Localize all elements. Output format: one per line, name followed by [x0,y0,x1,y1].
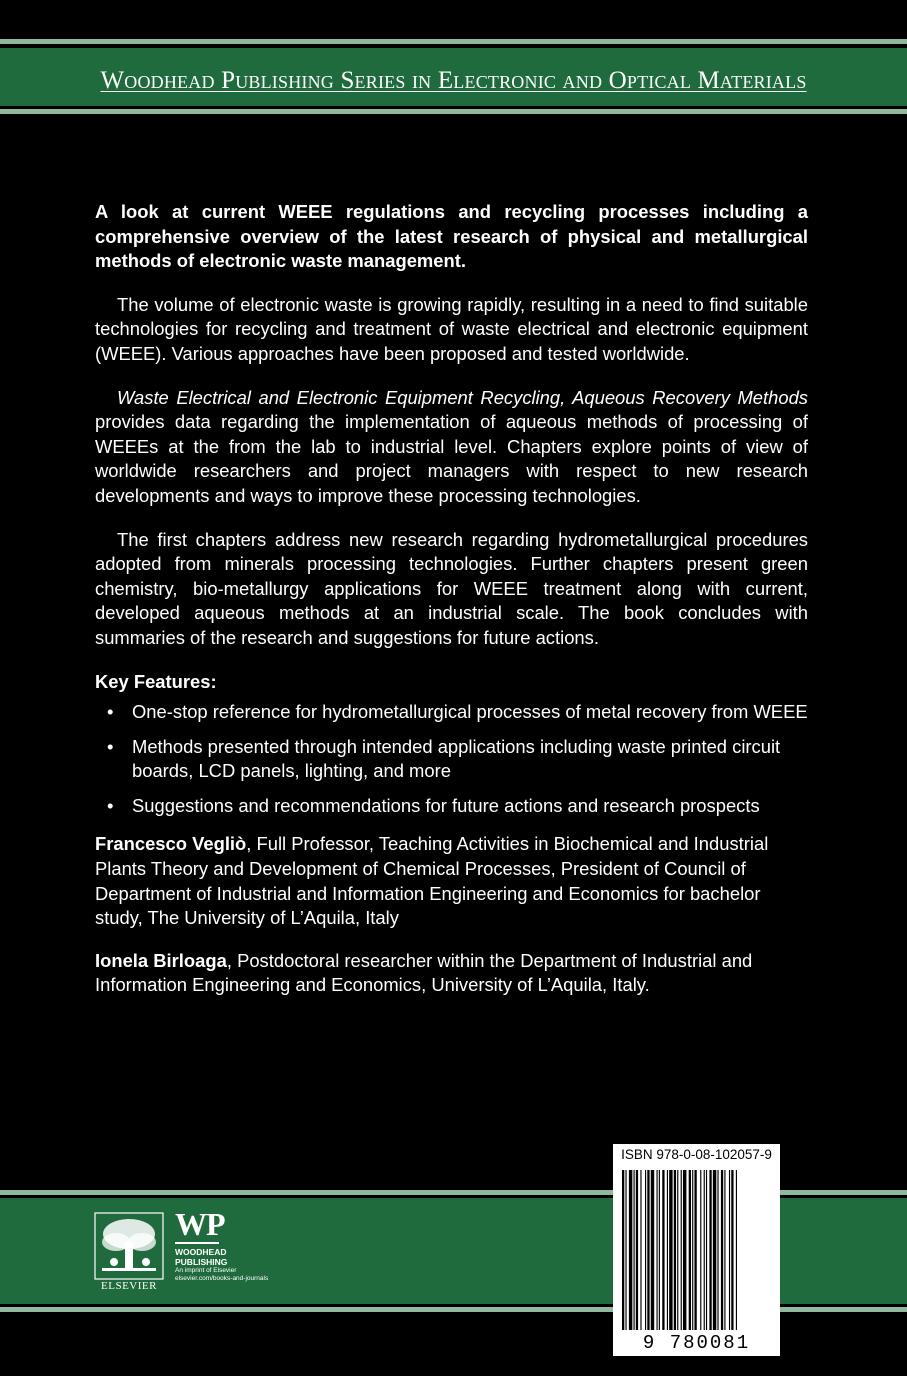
barcode-bar [689,1170,691,1330]
author-details: , Full Professor, Teaching Activities in Biochemical and Industrial Plants Theory and Development of Chemical Processes, President of Council of Department of Industrial and Information Engineering and Economics for bachelor study, The University of L’Aquila, Italy [95,833,769,929]
book-title: Waste Electrical and Electronic Equipment Recycling, Aqueous Recovery Methods [117,386,808,408]
barcode-bar [667,1170,668,1330]
barcode-bar [657,1170,658,1330]
barcode-bar [721,1170,723,1330]
barcode-bar [651,1170,654,1330]
list-item: • Methods presented through intended applications including waste printed circuit boards, LCD panels, lighting, and more [107,735,808,784]
barcode-icon [621,1170,772,1330]
barcode-bar [706,1170,707,1330]
intro-paragraph: A look at current WEEE regulations and recycling processes including a comprehensive overview of the latest research of physical and metallurgical methods of electronic waste management. [95,201,808,272]
top-light-stripe-2 [0,109,907,114]
wp-url: elsevier.com/books-and-journals [175,1275,269,1282]
top-light-stripe [0,39,907,44]
barcode-bar [694,1170,696,1330]
paragraph-2-text: provides data regarding the implementation of aqueous methods of processing of WEEEs at the from the lab to industrial level. Chapters explore points of view of worldwide researchers and project managers with respect to new research developments and ways to improve these processing technologies. [95,411,808,506]
barcode-bar [736,1170,737,1330]
list-item: • Suggestions and recommendations for future actions and research prospects [107,794,808,819]
barcode-bar [634,1170,635,1330]
barcode-bar [692,1170,693,1330]
elsevier-label: ELSEVIER [101,1280,157,1292]
series-title: Woodhead Publishing Series in Electronic and Optical Materials [100,67,807,94]
barcode-bar [713,1170,716,1330]
barcode-box [613,1144,780,1376]
barcode-bar [717,1170,718,1330]
list-item: • One-stop reference for hydrometallurgical processes of metal recovery from WEEE [107,700,808,725]
isbn-label: ISBN 978-0-08-102057-9 [621,1147,772,1162]
author-bio [95,949,808,998]
wp-name-2: PUBLISHING [175,1257,228,1267]
author-name: Francesco Vegliò [95,833,247,855]
key-features-list [95,700,808,818]
barcode-bar [677,1170,678,1330]
barcode-bar [731,1170,733,1330]
barcode-bar [700,1170,701,1330]
barcode-bar [724,1170,725,1330]
barcode-bar [662,1170,664,1330]
woodhead-logo [175,1208,325,1298]
wp-mark: WP [175,1206,225,1242]
paragraph-2 [95,386,808,509]
author-details: , Postdoctoral researcher within the Department of Industrial and Information Engineering and Economics, University of L’Aquila, Italy. [95,949,753,996]
barcode-bar [709,1170,711,1330]
barcode-bar [636,1170,638,1330]
barcode-bar [683,1170,686,1330]
barcode-bar [640,1170,641,1330]
barcode-digits: 9 780081 020579 [642,1332,751,1376]
wp-name-1: WOODHEAD [175,1247,227,1257]
barcode-bar [729,1170,730,1330]
barcode-bar [704,1170,705,1330]
barcode-bar [681,1170,682,1330]
elsevier-logo [94,1212,164,1294]
barcode-bar [622,1170,624,1330]
barcode-bar [645,1170,646,1330]
barcode-bar [669,1170,672,1330]
key-features-heading: Key Features: [95,670,217,692]
barcode-bar [674,1170,676,1330]
paragraph-1: The volume of electronic waste is growing rapidly, resulting in a need to find suitable technologies for recycling and treatment of waste electrical and electronic equipment (WEEE). Various approaches have been proposed and tested worldwide. [95,293,808,364]
barcode-bar [629,1170,632,1330]
author-bio [95,832,808,930]
barcode-bar [659,1170,660,1330]
wp-imprint: An imprint of Elsevier [175,1267,237,1274]
barcode-bar [647,1170,649,1330]
back-cover-text [95,200,808,1016]
paragraph-3: The first chapters address new research regarding hydrometallurgical procedures adopted from minerals processing technologies. Further chapters present green chemistry, bio-metallurgy applications for WEEE treatment along with current, developed aqueous methods at an industrial scale. The book concludes with summaries of the research and suggestions for future actions. [95,528,808,648]
barcode-bar [625,1170,626,1330]
author-name: Ionela Birloaga [95,949,227,971]
wp-divider [175,1242,219,1244]
